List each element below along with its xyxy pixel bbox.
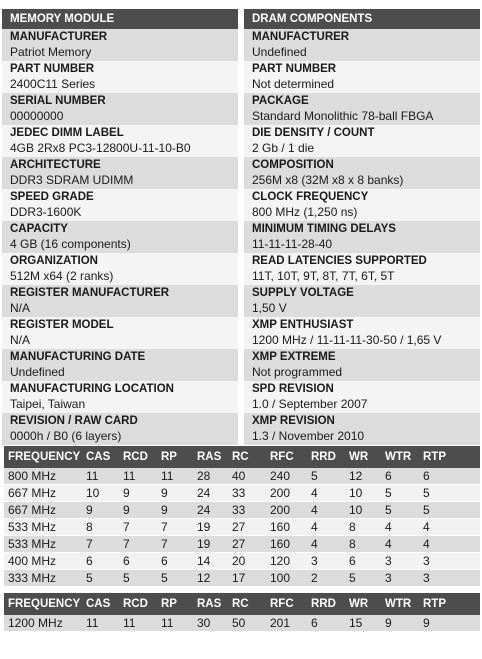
jedec-cell: 240 (266, 468, 307, 485)
memory-module-field-value: 4GB 2Rx8 PC3-12800U-11-10-B0 (10, 140, 191, 155)
jedec-cell: 10 (82, 485, 119, 502)
memory-module-field-label: SERIAL NUMBER (10, 95, 106, 107)
dram-components-field-label: SUPPLY VOLTAGE (252, 287, 354, 299)
xmp-row (4, 615, 480, 632)
jedec-cell: 4 (307, 502, 345, 519)
dram-components-field (244, 93, 480, 125)
jedec-cell: 7 (157, 536, 193, 553)
jedec-cell: 5 (381, 485, 419, 502)
xmp-column-header: RC (228, 593, 266, 615)
dram-components-field-label: MINIMUM TIMING DELAYS (252, 223, 396, 235)
dram-components-field-value: 1.0 / September 2007 (252, 396, 368, 411)
memory-module-field (2, 93, 238, 125)
jedec-cell: 12 (193, 570, 228, 587)
memory-module-field-value: Patriot Memory (10, 44, 92, 59)
memory-module-field (2, 29, 238, 61)
memory-module-section (2, 9, 238, 445)
memory-module-field (2, 381, 238, 413)
dram-components-field (244, 285, 480, 317)
xmp-column-header: WTR (381, 593, 419, 615)
jedec-cell: 800 MHz (4, 468, 82, 485)
memory-module-field-label: ARCHITECTURE (10, 159, 101, 171)
dram-components-field-value: Standard Monolithic 78-ball FBGA (252, 108, 434, 123)
jedec-cell: 120 (266, 553, 307, 570)
jedec-cell: 9 (157, 485, 193, 502)
xmp-column-header: FREQUENCY (4, 593, 82, 615)
jedec-cell: 12 (345, 468, 381, 485)
xmp-column-header: WR (345, 593, 381, 615)
jedec-cell: 20 (228, 553, 266, 570)
jedec-cell: 160 (266, 536, 307, 553)
jedec-cell: 4 (307, 536, 345, 553)
jedec-column-header: RRD (307, 446, 345, 468)
dram-components-field-value: Not determined (252, 76, 335, 91)
jedec-cell: 8 (345, 536, 381, 553)
dram-components-field (244, 317, 480, 349)
jedec-cell: 533 MHz (4, 519, 82, 536)
memory-module-field-value: 0000h / B0 (6 layers) (10, 428, 122, 443)
jedec-cell: 8 (345, 519, 381, 536)
memory-module-field-value: DDR3 SDRAM UDIMM (10, 172, 134, 187)
memory-module-field-value: N/A (10, 300, 31, 315)
jedec-cell: 17 (228, 570, 266, 587)
dram-components-header: DRAM COMPONENTS (244, 9, 480, 29)
info-columns (2, 9, 480, 445)
jedec-column-header: RC (228, 446, 266, 468)
jedec-cell: 7 (119, 519, 157, 536)
dram-components-field-label: MANUFACTURER (252, 31, 350, 43)
jedec-cell: 200 (266, 485, 307, 502)
jedec-cell: 5 (345, 570, 381, 587)
dram-components-field (244, 253, 480, 285)
xmp-column-header: RCD (119, 593, 157, 615)
memory-module-field-label: MANUFACTURER (10, 31, 108, 43)
jedec-row (4, 570, 480, 587)
memory-module-field-label: ORGANIZATION (10, 255, 98, 267)
jedec-cell: 4 (419, 519, 480, 536)
xmp-header-row (4, 593, 480, 615)
jedec-cell: 14 (193, 553, 228, 570)
jedec-cell: 11 (82, 468, 119, 485)
memory-module-field (2, 125, 238, 157)
jedec-cell: 5 (119, 570, 157, 587)
memory-module-header: MEMORY MODULE (2, 9, 238, 29)
jedec-column-header: RTP (419, 446, 480, 468)
memory-module-field (2, 349, 238, 381)
dram-components-field-label: DIE DENSITY / COUNT (252, 127, 375, 139)
memory-module-field (2, 413, 238, 445)
xmp-cell: 11 (82, 615, 119, 632)
memory-module-field (2, 221, 238, 253)
jedec-cell: 667 MHz (4, 485, 82, 502)
memory-module-field-value: N/A (10, 332, 31, 347)
jedec-cell: 4 (307, 519, 345, 536)
jedec-cell: 11 (157, 468, 193, 485)
jedec-row (4, 485, 480, 502)
jedec-cell: 6 (82, 553, 119, 570)
jedec-cell: 9 (82, 502, 119, 519)
jedec-cell: 6 (381, 468, 419, 485)
jedec-cell: 4 (381, 519, 419, 536)
spd-info-panel (2, 9, 480, 632)
jedec-cell: 5 (82, 570, 119, 587)
jedec-cell: 9 (119, 485, 157, 502)
xmp-column-header: RTP (419, 593, 480, 615)
jedec-cell: 11 (119, 468, 157, 485)
memory-module-field (2, 189, 238, 221)
xmp-timings-table (4, 593, 480, 632)
memory-module-field-label: JEDEC DIMM LABEL (10, 127, 124, 139)
jedec-cell: 27 (228, 519, 266, 536)
jedec-column-header: RFC (266, 446, 307, 468)
xmp-cell: 15 (345, 615, 381, 632)
jedec-cell: 19 (193, 536, 228, 553)
dram-components-field-label: SPD REVISION (252, 383, 334, 395)
dram-components-field (244, 413, 480, 445)
dram-components-field (244, 349, 480, 381)
jedec-cell: 33 (228, 485, 266, 502)
xmp-column-header: RFC (266, 593, 307, 615)
jedec-column-header: RCD (119, 446, 157, 468)
jedec-cell: 5 (419, 485, 480, 502)
jedec-cell: 6 (345, 553, 381, 570)
dram-components-field (244, 157, 480, 189)
jedec-cell: 200 (266, 502, 307, 519)
dram-components-field-label: PACKAGE (252, 95, 309, 107)
xmp-cell: 11 (157, 615, 193, 632)
jedec-header-row (4, 446, 480, 468)
xmp-cell: 1200 MHz (4, 615, 82, 632)
jedec-cell: 24 (193, 502, 228, 519)
jedec-row (4, 502, 480, 519)
memory-module-field-value: 512M x64 (2 ranks) (10, 268, 114, 283)
jedec-row (4, 553, 480, 570)
dram-components-field-value: 1.3 / November 2010 (252, 428, 365, 443)
jedec-cell: 9 (119, 502, 157, 519)
memory-module-field (2, 317, 238, 349)
jedec-cell: 2 (307, 570, 345, 587)
jedec-column-header: WTR (381, 446, 419, 468)
dram-components-field-label: XMP ENTHUSIAST (252, 319, 354, 331)
jedec-cell: 7 (119, 536, 157, 553)
dram-components-field-label: COMPOSITION (252, 159, 334, 171)
jedec-timings-table (4, 446, 480, 587)
jedec-cell: 9 (157, 502, 193, 519)
xmp-column-header: RAS (193, 593, 228, 615)
xmp-cell: 6 (307, 615, 345, 632)
xmp-cell: 50 (228, 615, 266, 632)
dram-components-field (244, 221, 480, 253)
dram-components-field-label: READ LATENCIES SUPPORTED (252, 255, 427, 267)
jedec-cell: 3 (381, 553, 419, 570)
dram-components-field-value: 1200 MHz / 11-11-11-30-50 / 1,65 V (252, 332, 442, 347)
jedec-cell: 3 (419, 553, 480, 570)
memory-module-field-label: PART NUMBER (10, 63, 95, 75)
jedec-cell: 6 (419, 468, 480, 485)
dram-components-field (244, 189, 480, 221)
memory-module-field-value: 4 GB (16 components) (10, 236, 131, 251)
jedec-cell: 27 (228, 536, 266, 553)
xmp-cell: 30 (193, 615, 228, 632)
memory-module-field-label: MANUFACTURING DATE (10, 351, 146, 363)
dram-components-field-label: XMP REVISION (252, 415, 335, 427)
jedec-cell: 33 (228, 502, 266, 519)
dram-components-field-value: Undefined (252, 44, 307, 59)
jedec-cell: 5 (419, 502, 480, 519)
memory-module-field-label: REGISTER MODEL (10, 319, 114, 331)
memory-module-field (2, 285, 238, 317)
jedec-row (4, 536, 480, 553)
jedec-cell: 7 (82, 536, 119, 553)
jedec-column-header: CAS (82, 446, 119, 468)
dram-components-field-value: 11T, 10T, 9T, 8T, 7T, 6T, 5T (252, 268, 395, 283)
jedec-cell: 10 (345, 502, 381, 519)
jedec-cell: 3 (419, 570, 480, 587)
jedec-column-header: WR (345, 446, 381, 468)
xmp-cell: 9 (419, 615, 480, 632)
memory-module-field-value: DDR3-1600K (10, 204, 82, 219)
dram-components-field-value: 2 Gb / 1 die (252, 140, 315, 155)
jedec-body (4, 468, 480, 587)
dram-components-field (244, 61, 480, 93)
jedec-cell: 10 (345, 485, 381, 502)
jedec-column-header: RP (157, 446, 193, 468)
jedec-cell: 19 (193, 519, 228, 536)
jedec-cell: 40 (228, 468, 266, 485)
jedec-cell: 3 (381, 570, 419, 587)
jedec-row (4, 519, 480, 536)
dram-components-field-value: 800 MHz (1,250 ns) (252, 204, 358, 219)
jedec-cell: 24 (193, 485, 228, 502)
dram-components-section (244, 9, 480, 445)
jedec-column-header: FREQUENCY (4, 446, 82, 468)
dram-components-field-value: 1,50 V (252, 300, 287, 315)
memory-module-field-label: CAPACITY (10, 223, 68, 235)
dram-components-field (244, 29, 480, 61)
jedec-cell: 667 MHz (4, 502, 82, 519)
jedec-cell: 160 (266, 519, 307, 536)
xmp-cell: 201 (266, 615, 307, 632)
dram-components-field-label: CLOCK FREQUENCY (252, 191, 369, 203)
memory-module-fields (2, 29, 238, 445)
dram-components-field-label: PART NUMBER (252, 63, 337, 75)
dram-components-field (244, 125, 480, 157)
jedec-cell: 333 MHz (4, 570, 82, 587)
jedec-cell: 7 (157, 519, 193, 536)
jedec-cell: 5 (381, 502, 419, 519)
jedec-column-header: RAS (193, 446, 228, 468)
jedec-cell: 6 (119, 553, 157, 570)
dram-components-field (244, 381, 480, 413)
jedec-cell: 8 (82, 519, 119, 536)
jedec-cell: 28 (193, 468, 228, 485)
memory-module-field-label: REVISION / RAW CARD (10, 415, 138, 427)
memory-module-field (2, 157, 238, 189)
jedec-cell: 100 (266, 570, 307, 587)
memory-module-field-value: 00000000 (10, 108, 64, 123)
dram-components-fields (244, 29, 480, 445)
jedec-cell: 5 (157, 570, 193, 587)
xmp-cell: 11 (119, 615, 157, 632)
memory-module-field-value: 2400C11 Series (10, 76, 96, 91)
jedec-cell: 6 (157, 553, 193, 570)
xmp-column-header: RP (157, 593, 193, 615)
memory-module-field-label: MANUFACTURING LOCATION (10, 383, 174, 395)
dram-components-field-value: 11-11-11-28-40 (252, 236, 333, 251)
jedec-cell: 5 (307, 468, 345, 485)
xmp-column-header: CAS (82, 593, 119, 615)
memory-module-field-label: SPEED GRADE (10, 191, 94, 203)
memory-module-field (2, 253, 238, 285)
dram-components-field-label: XMP EXTREME (252, 351, 336, 363)
dram-components-field-value: 256M x8 (32M x8 x 8 banks) (252, 172, 404, 187)
jedec-row (4, 468, 480, 485)
jedec-cell: 4 (381, 536, 419, 553)
xmp-column-header: RRD (307, 593, 345, 615)
jedec-cell: 4 (419, 536, 480, 553)
memory-module-field (2, 61, 238, 93)
dram-components-field-value: Not programmed (252, 364, 343, 379)
memory-module-field-value: Taipei, Taiwan (10, 396, 86, 411)
xmp-body (4, 615, 480, 632)
memory-module-field-label: REGISTER MANUFACTURER (10, 287, 170, 299)
memory-module-field-value: Undefined (10, 364, 65, 379)
jedec-cell: 533 MHz (4, 536, 82, 553)
jedec-cell: 400 MHz (4, 553, 82, 570)
jedec-cell: 4 (307, 485, 345, 502)
xmp-cell: 9 (381, 615, 419, 632)
jedec-cell: 3 (307, 553, 345, 570)
